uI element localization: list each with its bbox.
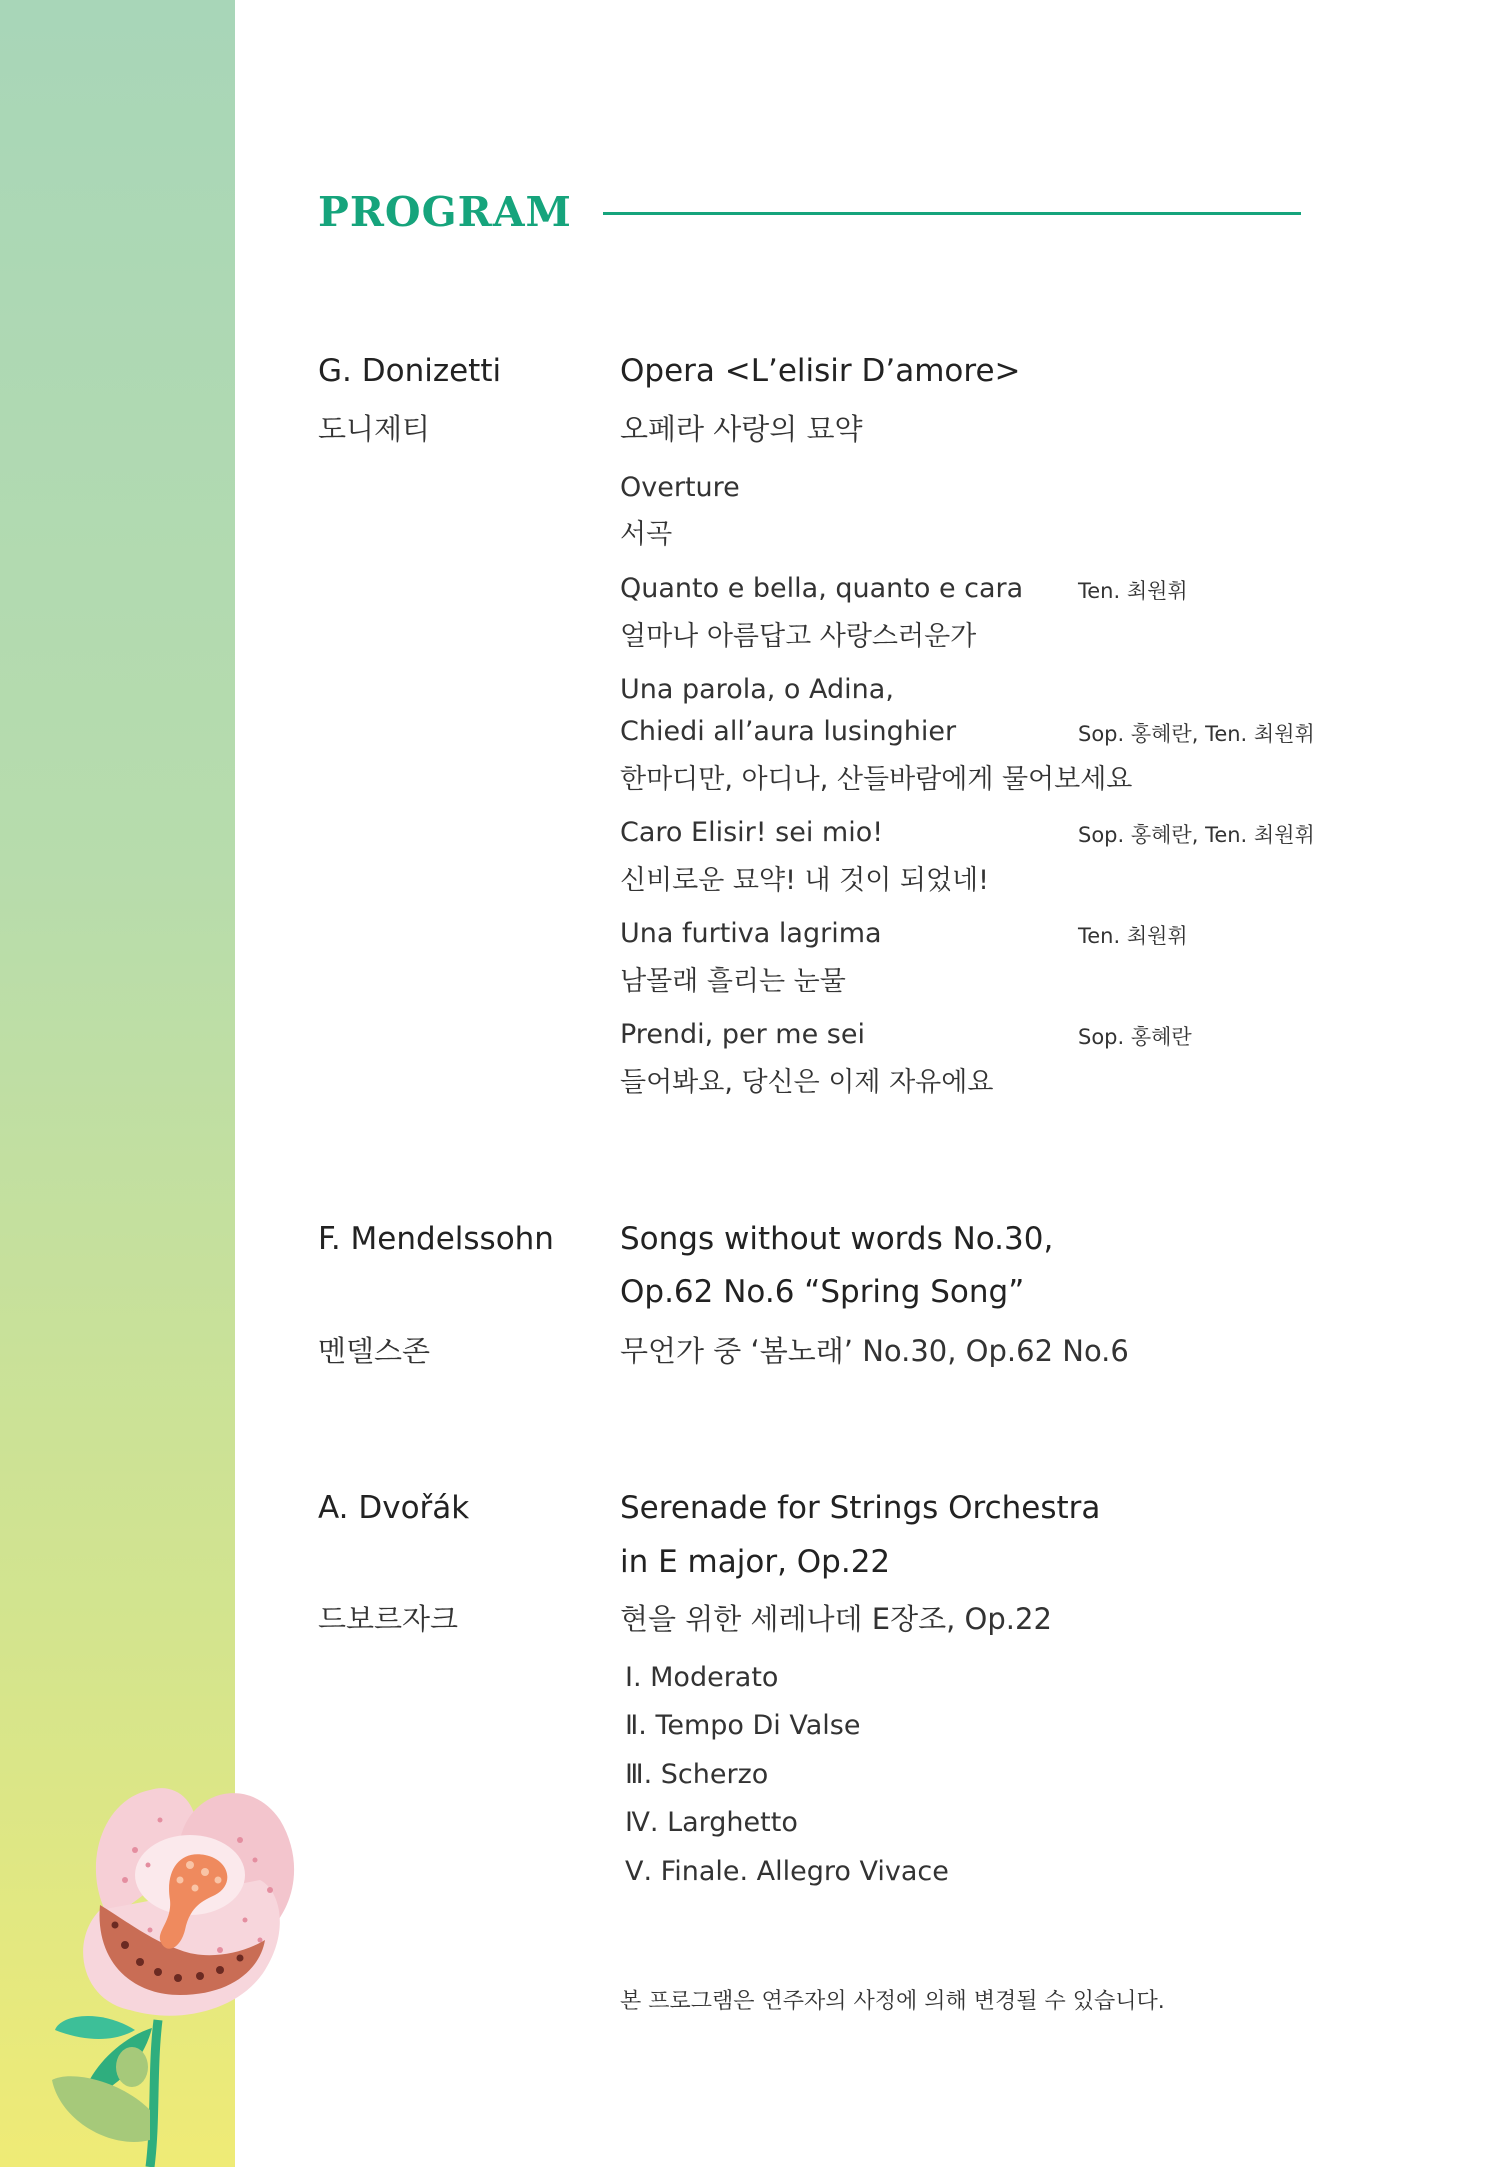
composer-name-ko: 드보르자크	[318, 1602, 459, 1636]
composer-name-en: G. Donizetti	[318, 353, 502, 389]
movement-item: Ⅰ. Moderato	[625, 1662, 779, 1693]
aria-title-en: Caro Elisir! sei mio!	[620, 817, 884, 848]
aria-title-en: Quanto e bella, quanto e cara	[620, 573, 1024, 604]
aria-title-en: Prendi, per me sei	[620, 1019, 865, 1050]
aria-title-ko: 얼마나 아름답고 사랑스러운가	[620, 621, 977, 652]
aria-title-en: Una parola, o Adina,	[620, 674, 894, 705]
movement-item: Ⅴ. Finale. Allegro Vivace	[625, 1856, 949, 1887]
performer-credit: Sop. 홍혜란	[1078, 1025, 1192, 1049]
aria-title-en: Chiedi all’aura lusinghier	[620, 716, 957, 747]
work-title-ko: 오페라 사랑의 묘약	[620, 412, 863, 446]
composer-name-ko: 멘델스존	[318, 1334, 431, 1368]
work-title-en: Serenade for Strings Orchestra	[620, 1490, 1101, 1526]
composer-name-en: A. Dvořák	[318, 1490, 470, 1526]
aria-title-en: Overture	[620, 472, 740, 503]
work-title-ko: 무언가 중 ‘봄노래’ No.30, Op.62 No.6	[620, 1334, 1129, 1368]
movement-item: Ⅱ. Tempo Di Valse	[625, 1710, 861, 1741]
performer-credit: Ten. 최원휘	[1078, 579, 1188, 603]
work-title-en: in E major, Op.22	[620, 1544, 891, 1580]
flower-illustration	[40, 1780, 330, 2167]
performer-credit: Sop. 홍혜란, Ten. 최원휘	[1078, 823, 1315, 847]
movement-item: Ⅳ. Larghetto	[625, 1807, 798, 1838]
performer-credit: Sop. 홍혜란, Ten. 최원휘	[1078, 722, 1315, 746]
aria-title-ko: 신비로운 묘약! 내 것이 되었네!	[620, 865, 989, 896]
program-change-notice: 본 프로그램은 연주자의 사정에 의해 변경될 수 있습니다.	[620, 1989, 1165, 2014]
performer-credit: Ten. 최원휘	[1078, 924, 1188, 948]
composer-name-ko: 도니제티	[318, 412, 431, 446]
aria-title-ko: 들어봐요, 당신은 이제 자유에요	[620, 1067, 994, 1098]
aria-title-ko: 남몰래 흘리는 눈물	[620, 966, 846, 997]
work-title-en: Opera <L’elisir D’amore>	[620, 353, 1021, 389]
aria-title-ko: 한마디만, 아디나, 산들바람에게 물어보세요	[620, 764, 1133, 795]
aria-title-ko: 서곡	[620, 519, 673, 550]
movement-item: Ⅲ. Scherzo	[625, 1759, 769, 1790]
work-title-en: Songs without words No.30,	[620, 1221, 1054, 1257]
work-title-en: Op.62 No.6 “Spring Song”	[620, 1274, 1025, 1310]
work-title-ko: 현을 위한 세레나데 E장조, Op.22	[620, 1602, 1052, 1636]
heading-divider	[603, 212, 1301, 215]
program-heading: PROGRAM	[318, 188, 572, 236]
aria-title-en: Una furtiva lagrima	[620, 918, 882, 949]
composer-name-en: F. Mendelssohn	[318, 1221, 554, 1257]
